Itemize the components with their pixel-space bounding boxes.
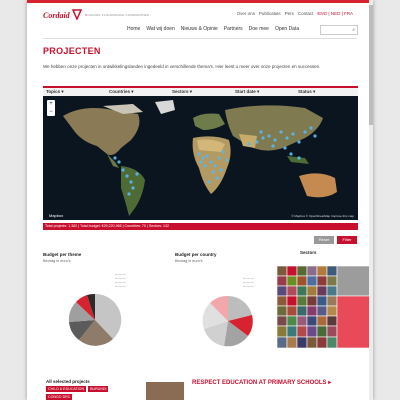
filter-countries[interactable]: Countries ▾ <box>109 89 134 94</box>
nav-doe-mee[interactable]: Doe mee <box>248 26 269 32</box>
zoom-out-button[interactable]: − <box>49 109 53 115</box>
nav-home[interactable]: Home <box>127 26 141 32</box>
legend-line: — — — <box>243 280 254 284</box>
logo[interactable]: Cordaid <box>43 11 70 20</box>
sectors-treemap[interactable] <box>277 266 373 348</box>
logo-mark-icon <box>71 8 83 20</box>
legend-line: — — — <box>115 276 126 280</box>
intro-text: We hebben onze projecten in ontwikkelingslanden ingedeeld in verschillende thema's. Hier leest u meer over onze projecten en successen. <box>43 64 321 69</box>
totals-bar: Total projects: 1,382 | Total budget: €29,220,965 | Countries: 70 | Sectors: 132 <box>43 223 358 230</box>
language-switch[interactable]: ENG | NED | FRA <box>317 11 353 16</box>
project-thumbnail[interactable] <box>146 382 184 400</box>
chart-country-subtitle: Bedrag in euro's <box>175 259 203 263</box>
top-link-over-ons[interactable]: Over ons <box>236 11 255 16</box>
nav-nieuws[interactable]: Nieuws & Opinie <box>180 26 218 32</box>
theme-legend <box>115 272 126 288</box>
tagline: BUILDING FLOURISHING COMMUNITIES <box>85 13 150 17</box>
browser-page <box>27 0 373 400</box>
country-pie-chart[interactable] <box>201 294 255 348</box>
theme-pie-chart[interactable] <box>67 292 123 348</box>
nav-open-data[interactable]: Open Data <box>274 26 300 32</box>
header <box>27 3 373 23</box>
top-link-contact[interactable]: Contact <box>297 11 314 16</box>
nav-wat-wij-doen[interactable]: Wat wij doen <box>146 26 175 32</box>
filter-button[interactable]: Filter <box>337 236 357 244</box>
tag-congo-drc[interactable]: CONGO DRC <box>48 395 71 399</box>
legend-line: — — — <box>243 284 254 288</box>
zoom-in-button[interactable]: + <box>49 101 53 107</box>
country-legend <box>243 276 254 288</box>
map-zoom-control <box>47 100 55 116</box>
map-provider-label[interactable]: Mapbox <box>49 213 64 218</box>
page-title: PROJECTEN <box>43 46 101 56</box>
tag-burundi[interactable]: BURUNDI <box>90 387 107 391</box>
search-icon[interactable]: ⌕ <box>352 27 355 33</box>
selected-projects-title: All selected projects <box>46 379 90 384</box>
legend-line: — — — <box>115 272 126 276</box>
top-link-pers[interactable]: Pers <box>284 11 294 16</box>
nav-divider <box>43 38 357 39</box>
filter-status[interactable]: Status ▾ <box>298 89 316 94</box>
top-link-publicaties[interactable]: Publicaties <box>258 11 281 16</box>
project-headline[interactable]: RESPECT EDUCATION AT PRIMARY SCHOOLS ▸ <box>192 380 332 386</box>
filter-sectors[interactable]: Sectors ▾ <box>172 89 193 94</box>
legend-line: — — — <box>115 284 126 288</box>
project-map[interactable] <box>43 96 358 220</box>
main-nav <box>127 26 299 32</box>
world-map <box>43 96 358 220</box>
reset-button[interactable]: Reset <box>314 236 334 244</box>
nav-partners[interactable]: Partners <box>223 26 243 32</box>
map-attribution[interactable]: © Mapbox © OpenStreetMap Improve this map <box>291 214 354 218</box>
filter-bar <box>43 86 358 96</box>
selected-tags <box>46 386 136 400</box>
filter-topics[interactable]: Topics ▾ <box>46 89 64 94</box>
legend-line: — — — <box>115 280 126 284</box>
chart-country-title: Budget per country <box>175 252 217 257</box>
scrollbar[interactable] <box>369 0 373 400</box>
scrollbar-thumb[interactable] <box>369 5 373 125</box>
legend-line: — — — <box>243 276 254 280</box>
search-input[interactable] <box>320 25 358 35</box>
chart-theme-subtitle: Bedrag in euro's <box>43 259 71 263</box>
filter-start-date[interactable]: Start date ▾ <box>235 89 260 94</box>
chart-theme-title: Budget per theme <box>43 252 82 257</box>
top-links <box>237 11 353 16</box>
tag-child-education[interactable]: CHILD & EDUCATION <box>48 387 85 391</box>
chart-sectors-title: Sectors <box>300 250 317 255</box>
